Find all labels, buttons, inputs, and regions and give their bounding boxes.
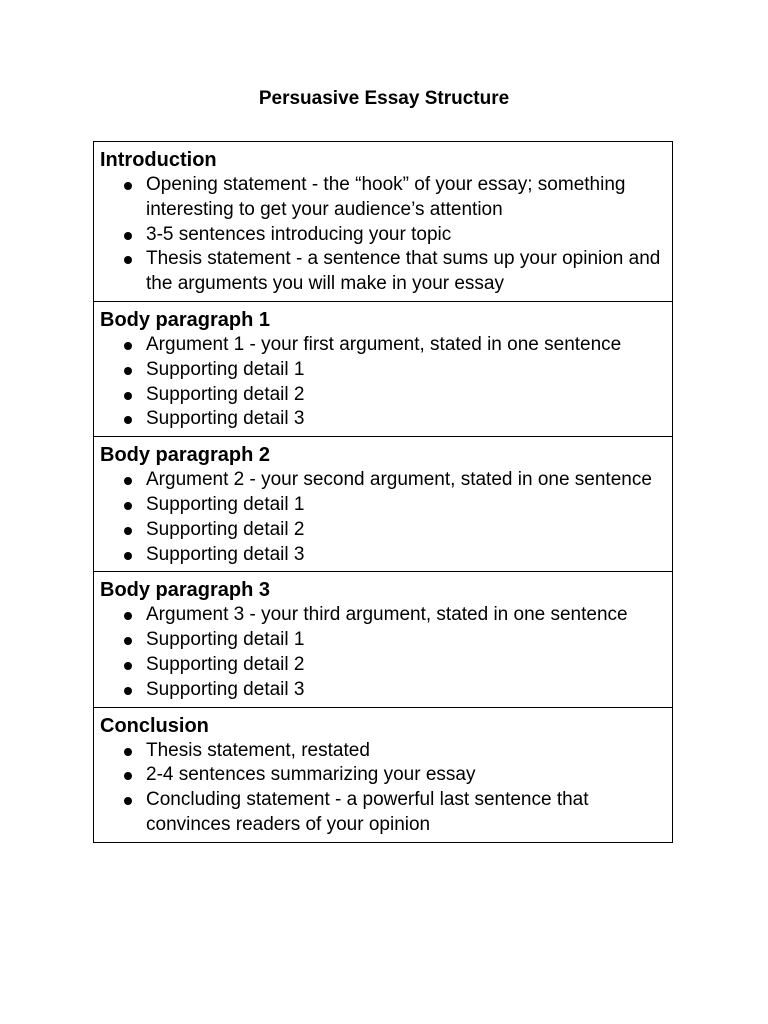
table-row <box>94 301 673 436</box>
bullet-icon <box>124 797 132 805</box>
section-introduction <box>94 142 673 302</box>
bullet-icon <box>124 392 132 400</box>
bullet-icon <box>124 416 132 424</box>
list-item-text: Supporting detail 1 <box>146 629 305 651</box>
section-heading: Body paragraph 3 <box>100 579 271 602</box>
table-row <box>94 142 673 302</box>
bullet-icon <box>124 637 132 645</box>
list-item <box>100 543 666 568</box>
page-title: Persuasive Essay Structure <box>258 88 510 109</box>
essay-structure-table <box>93 141 673 843</box>
list-item-text: Argument 3 - your third argument, stated in one sentence <box>146 604 628 626</box>
list-item-text: 2-4 sentences summarizing your essay <box>146 764 476 786</box>
table-row <box>94 707 673 842</box>
list-item-text: Thesis statement - a sentence that sums up your opinion and the arguments you will make in your essay <box>146 248 661 295</box>
list-item <box>100 407 666 432</box>
bullet-icon <box>124 527 132 535</box>
bullet-icon <box>124 612 132 620</box>
bullet-icon <box>124 502 132 510</box>
list-item <box>100 358 666 383</box>
list-item <box>100 173 666 223</box>
bullet-icon <box>124 552 132 560</box>
list-item <box>100 223 666 248</box>
section-heading: Body paragraph 1 <box>100 308 271 331</box>
table-row <box>94 437 673 572</box>
section-body-paragraph-3 <box>94 572 673 707</box>
bullet-icon <box>124 256 132 264</box>
section-conclusion <box>94 707 673 842</box>
list-item-text: Thesis statement, restated <box>146 739 370 761</box>
list-item-text: Supporting detail 3 <box>146 678 305 700</box>
table-row <box>94 572 673 707</box>
bullet-icon <box>124 662 132 670</box>
section-heading: Introduction <box>100 149 217 171</box>
list-item <box>100 678 666 703</box>
list-item <box>100 333 666 358</box>
list-item <box>100 763 666 788</box>
bullet-icon <box>124 232 132 240</box>
list-item <box>100 247 666 297</box>
list-item-text: Supporting detail 2 <box>146 383 305 405</box>
bullet-icon <box>124 772 132 780</box>
bullet-icon <box>124 367 132 375</box>
list-item-text: Argument 1 - your first argument, stated in one sentence <box>146 333 622 355</box>
section-body-paragraph-1 <box>94 301 673 436</box>
bullet-icon <box>124 182 132 190</box>
bullet-list <box>100 468 666 567</box>
list-item <box>100 739 666 764</box>
bullet-list <box>100 739 666 838</box>
section-body-paragraph-2 <box>94 437 673 572</box>
bullet-icon <box>124 342 132 350</box>
list-item <box>100 603 666 628</box>
bullet-list <box>100 333 666 432</box>
list-item <box>100 468 666 493</box>
bullet-icon <box>124 477 132 485</box>
bullet-list <box>100 603 666 702</box>
list-item <box>100 788 666 838</box>
section-heading: Conclusion <box>100 714 209 737</box>
bullet-icon <box>124 687 132 695</box>
list-item-text: Opening statement - the “hook” of your essay; something interesting to get your audience’s attention <box>146 174 626 220</box>
list-item-text: Supporting detail 2 <box>146 518 305 540</box>
list-item-text: Concluding statement - a powerful last sentence that convinces readers of your opinion <box>146 789 589 835</box>
list-item-text: Argument 2 - your second argument, stated in one sentence <box>146 469 652 491</box>
list-item-text: Supporting detail 3 <box>146 543 305 565</box>
list-item-text: 3-5 sentences introducing your topic <box>146 223 452 245</box>
list-item-text: Supporting detail 3 <box>146 408 305 430</box>
list-item <box>100 653 666 678</box>
list-item-text: Supporting detail 2 <box>146 653 305 675</box>
list-item <box>100 518 666 543</box>
list-item <box>100 628 666 653</box>
section-heading: Body paragraph 2 <box>100 444 271 467</box>
list-item <box>100 383 666 408</box>
list-item <box>100 493 666 518</box>
bullet-list <box>100 173 666 297</box>
bullet-icon <box>124 748 132 756</box>
list-item-text: Supporting detail 1 <box>146 493 305 515</box>
list-item-text: Supporting detail 1 <box>146 358 305 380</box>
